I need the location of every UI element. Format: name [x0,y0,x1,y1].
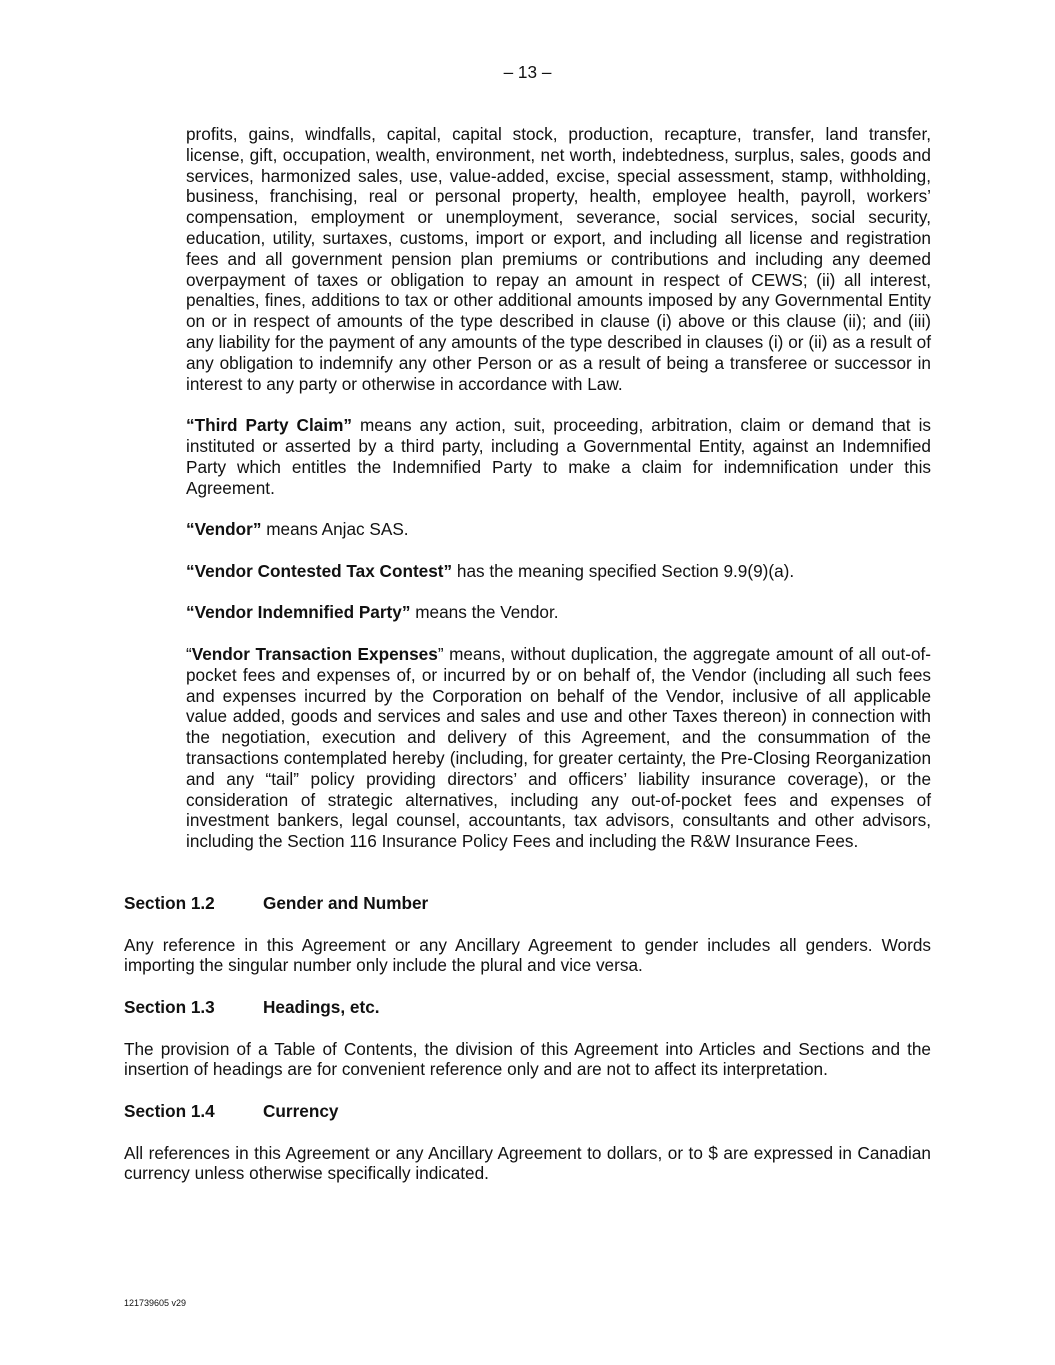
definition-text: means Anjac SAS. [261,519,409,540]
section-title: Headings, etc. [263,996,380,1017]
section-heading-1-2 [124,893,931,914]
definition-text: means any action, suit, proceeding, arbitration, claim or demand that is instituted or asserted by a third party, including a Governmental Entity, against an Indemnified Party which entitles the Indemnified Party to make a claim for indemnification under this Agreement. [186,415,931,498]
section-title: Currency [263,1100,339,1121]
definition-text: ” means, without duplication, the aggregate amount of all out-of-pocket fees and expenses of, or incurred by or on behalf of, the Vendor (including all such fees and expenses incurred by the Corporation on behalf of the Vendor, inclusive of all applicable value added, goods and services and sales and use and other Taxes thereon) in connection with the negotiation, execution and delivery of this Agreement, and the consummation of the transactions contemplated hereby (including, for greater certainty, the Pre-Closing Reorganization and any “tail” policy providing directors’ and officers’ liability insurance coverage), or the consideration of strategic alternatives, including any out-of-pocket fees and expenses of investment bankers, legal counsel, accountants, tax advisors, consultants and other advisors, including the Section 116 Insurance Policy Fees and including the R&W Insurance Fees. [186,643,932,852]
definitions-block [186,124,931,873]
section-body: Any reference in this Agreement or any Ancillary Agreement to gender includes all genders. Words importing the singular number only include the plural and vice versa. [124,934,931,976]
definition-vendor-indemnified-party [186,602,931,623]
page-number: – 13 – [503,62,552,82]
defined-term: “Vendor Indemnified Party” [186,602,411,623]
definition-text: means the Vendor. [410,602,559,623]
open-quote: “ [186,643,192,664]
section-heading-1-4 [124,1101,931,1122]
definition-text: has the meaning specified Section 9.9(9)(a). [452,560,795,581]
definition-vendor-contested-tax-contest [186,561,931,582]
sections-block [124,893,931,1205]
defined-term: Vendor Transaction Expenses [191,643,438,664]
defined-term: “Vendor Contested Tax Contest” [186,560,453,581]
definition-third-party-claim [186,415,931,498]
section-body: All references in this Agreement or any Ancillary Agreement to dollars, or to $ are expressed in Canadian currency unless otherwise specifically indicated. [124,1142,931,1184]
section-number: Section 1.4 [124,1100,215,1121]
defined-term: “Third Party Claim” [186,415,352,436]
footer-doc-id: 121739605 v29 [124,1298,187,1308]
section-title: Gender and Number [263,893,429,913]
continued-paragraph: profits, gains, windfalls, capital, capital stock, production, recapture, transfer, land transfer, license, gift, occupation, wealth, environment, net worth, indebtedness, surplus, sales, goods and services, harmonized sales, use, value-added, excise, special assessment, stamp, withholding, business, franchising, real or personal property, health, employee health, payroll, workers’ compensation, employment or unemployment, severance, social services, social security, education, utility, surtaxes, customs, import or export, and including all license and registration fees and all government pension plan premiums or contributions and including any deemed overpayment of taxes or obligation to repay an amount in respect of CEWS; (ii) all interest, penalties, fines, additions to tax or other additional amounts imposed by any Governmental Entity on or in respect of amounts of the type described in clause (i) above or this clause (ii); and (iii) any liability for the payment of any amounts of the type described in clauses (i) or (ii) as a result of any obligation to indemnify any other Person or as a result of being a transferee or successor in interest to any party or otherwise in accordance with Law. [186,124,931,394]
section-number: Section 1.2 [124,893,215,913]
section-number: Section 1.3 [124,996,215,1017]
definition-vendor-transaction-expenses [186,644,931,852]
definition-vendor [186,519,931,540]
defined-term: “Vendor” [186,519,262,540]
section-heading-1-3 [124,997,931,1018]
section-body: The provision of a Table of Contents, the division of this Agreement into Articles and Sections and the insertion of headings are for convenient reference only and are not to affect its interpretation. [124,1038,931,1080]
